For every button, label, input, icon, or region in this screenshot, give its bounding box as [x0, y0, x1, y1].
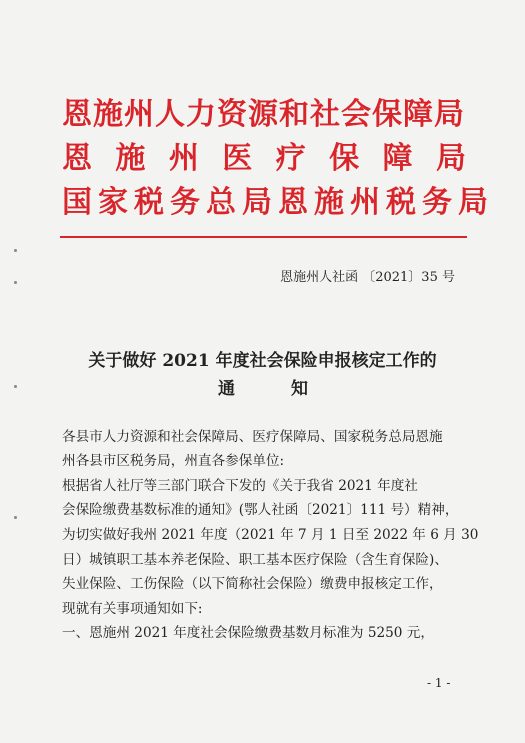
header-issuer-3 — [62, 184, 494, 222]
scan-speck — [14, 385, 17, 388]
header-divider — [60, 236, 467, 238]
header-char: 疗 — [275, 141, 306, 176]
header-char: 保 — [329, 141, 360, 176]
header-issuer-1-text: 恩施州人力资源和社会保障局 — [62, 97, 465, 132]
page-number: - 1 - — [427, 676, 451, 690]
scan-speck — [14, 281, 17, 284]
header-char: 州 — [168, 141, 199, 176]
header-char: 局 — [435, 141, 466, 176]
body-line: 一、恩施州 2021 年度社会保险缴费基数月标准为 5250 元， — [62, 625, 434, 641]
header-char: 障 — [382, 141, 413, 176]
body-line: 州各县市区税务局，州直各参保单位: — [62, 453, 285, 469]
body-line: 会保险缴费基数标准的通知》(鄂人社函〔2021〕111 号）精神， — [62, 502, 459, 518]
header-char: 施 — [115, 141, 146, 176]
header-char: 医 — [222, 141, 253, 176]
document-title: 关于做好 2021 年度社会保险申报核定工作的 — [88, 351, 437, 371]
document-number: 恩施州人社函 〔2021〕35 号 — [280, 270, 455, 285]
body-line: 各县市人力资源和社会保障局、医疗保障局、国家税务总局恩施 — [62, 429, 443, 445]
body-line: 日）城镇职工基本养老保险、职工基本医疗保险（含生育保险)、 — [62, 552, 448, 568]
scan-speck — [14, 249, 17, 252]
body-line: 根据省人社厅等三部门联合下发的《关于我省 2021 年度社 — [62, 478, 418, 494]
body-line: 为切实做好我州 2021 年度（2021 年 7 月 1 日至 2022 年 6 月 30 — [62, 527, 479, 543]
header-issuer-3-text: 国家税务总局恩施州税务局 — [62, 185, 494, 220]
scan-speck — [14, 516, 17, 519]
header-issuer-2 — [62, 140, 466, 178]
document-title-line2 — [218, 374, 308, 399]
title-char: 知 — [291, 379, 308, 399]
header-char: 恩 — [62, 141, 92, 176]
title-char: 通 — [218, 379, 235, 399]
body-line: 失业保险、工伤保险（以下简称社会保险）缴费申报核定工作， — [62, 576, 443, 592]
body-line: 现就有关事项通知如下: — [62, 601, 203, 617]
header-issuer-1 — [62, 96, 466, 134]
